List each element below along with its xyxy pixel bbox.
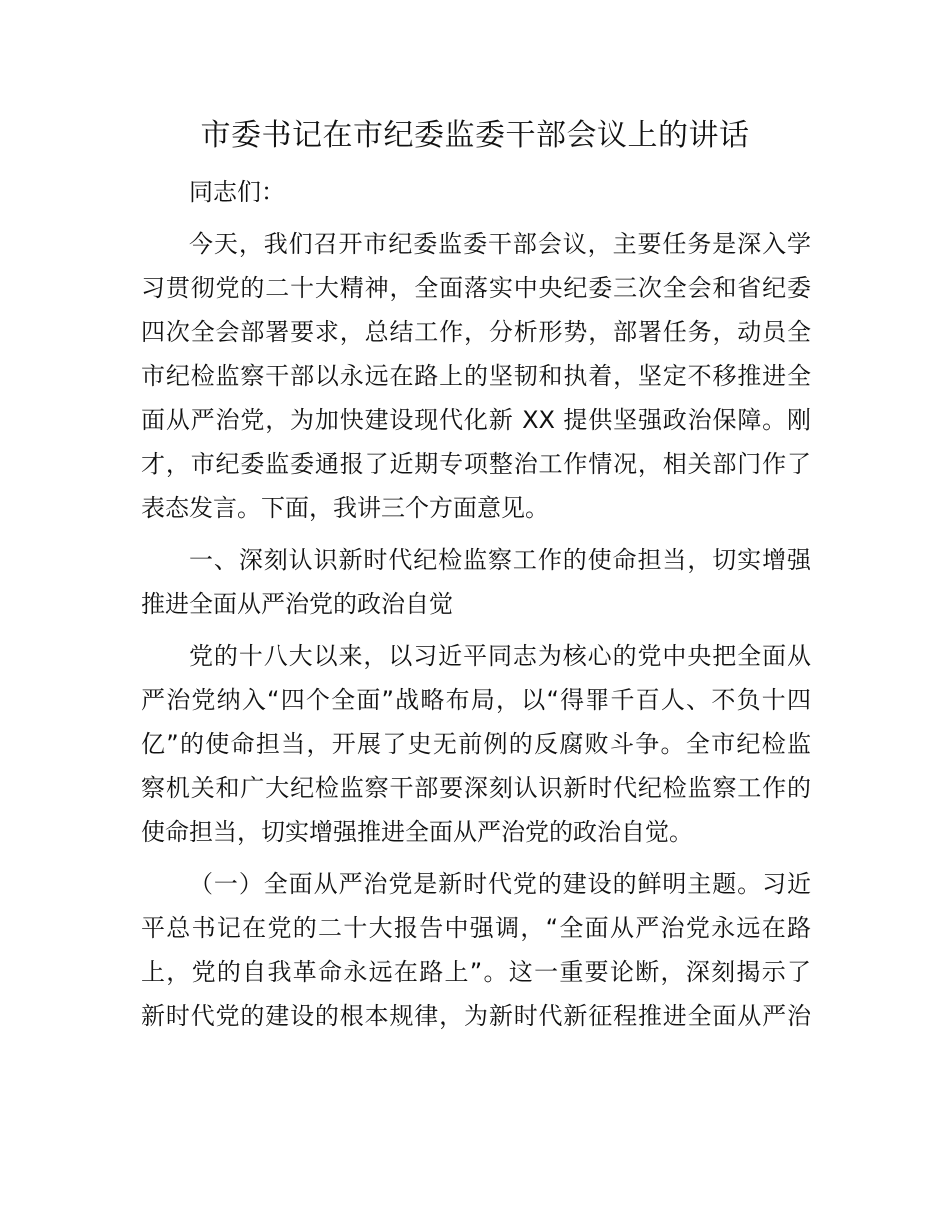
document-title: 市委书记在市纪委监委干部会议上的讲话 <box>200 118 750 153</box>
text-line: 使命担当，切实增强推进全面从严治党的政治自觉。 <box>141 818 693 846</box>
text-line: 表态发言。下面，我讲三个方面意见。 <box>141 494 549 522</box>
text-line: （一）全面从严治党是新时代党的建设的鲜明主题。习近 <box>189 870 811 898</box>
text-line: 平总书记在党的二十大报告中强调，“全面从严治党永远在路 <box>141 914 811 942</box>
text-line: 习贯彻党的二十大精神，全面落实中央纪委三次全会和省纪委 <box>141 274 811 302</box>
text-line: 上，党的自我革命永远在路上”。这一重要论断，深刻揭示了 <box>141 958 811 986</box>
text-line: 党的十八大以来，以习近平同志为核心的党中央把全面从 <box>189 642 811 670</box>
text-line: 察机关和广大纪检监察干部要深刻认识新时代纪检监察工作的 <box>141 774 811 802</box>
text-line: 新时代党的建设的根本规律，为新时代新征程推进全面从严治 <box>141 1002 811 1030</box>
text-line: 严治党纳入“四个全面”战略布局，以“得罪千百人、不负十四 <box>141 686 811 714</box>
text-line: 四次全会部署要求，总结工作，分析形势，部署任务，动员全 <box>141 318 811 346</box>
section-heading-line: 推进全面从严治党的政治自觉 <box>141 590 453 618</box>
section-heading-line: 一、深刻认识新时代纪检监察工作的使命担当，切实增强 <box>189 546 811 574</box>
text-line: 亿”的使命担当，开展了史无前例的反腐败斗争。全市纪检监 <box>141 730 811 758</box>
text-line: 才，市纪委监委通报了近期专项整治工作情况，相关部门作了 <box>141 450 811 478</box>
greeting: 同志们： <box>189 178 285 206</box>
text-line: 今天，我们召开市纪委监委干部会议，主要任务是深入学 <box>189 230 811 258</box>
text-line: 面从严治党，为加快建设现代化新 XX 提供坚强政治保障。刚 <box>141 406 811 434</box>
text-line: 市纪检监察干部以永远在路上的坚韧和执着，坚定不移推进全 <box>141 362 811 390</box>
